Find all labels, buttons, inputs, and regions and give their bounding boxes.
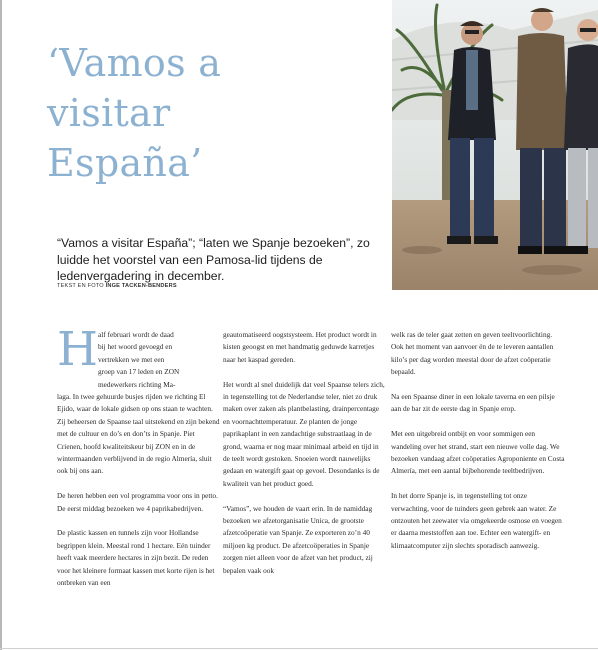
column3-paragraph-1: welk ras de teler gaat zetten en geven teeltvoorlichting. Ook het moment van aanvoer én de te leveren aantallen kilo’s per dag worden meestal door de afzet coöperatie bepaald. (391, 330, 554, 377)
column1-paragraph-1-rest: laga. In twee gehuurde busjes rijden we richting El Ejido, waar de lokale gidsen op ons staan te wachten. Zij beheersen de Spaanse taal uitstekend en zijn bekend met de cultuur en do’s en don’ts in Spanje. Piet Crienen, hoofd kwaliteitskeur bij ZON en in de wintermaanden verblijvend in de regio Almería, sluit ook bij ons aan. (57, 392, 220, 476)
column3-paragraph-3: Met een uitgebreid ontbijt en voor sommigen een wandeling over het strand, start een nieuwe volle dag. We bezoeken vandaag afzet coöperaties Agroponiente en Costa Almería, met een aantal bijbehorende teeltbedrijven. (391, 429, 565, 476)
title-line-3: España’ (47, 141, 203, 185)
article-column-2 (223, 329, 387, 589)
credit-label: TEKST EN FOTO (57, 283, 104, 289)
column1-line: bij het woord gevoegd en (98, 342, 173, 352)
drop-cap: H (57, 322, 98, 377)
column3-paragraph-2: Na een Spaanse diner in een lokale taverna en een pilsje aan de bar zit de eerste dag in Spanje erop. (391, 392, 555, 414)
column1-line: alf februari wordt de daad (98, 330, 174, 339)
column2-paragraph-2: Het wordt al snel duidelijk dat veel Spaanse telers zich, in tegenstelling tot de Nederlandse teler, niet zo druk maken over zaken als plantbelasting, drainpercentage en voornachttemperatuur. Ze planten de jonge paprikaplant in een zandachtige substraatlaag in de grond, waarna er nog maar minimaal arbeid en tijd in de teelt wordt gestoken. Snoeien wordt nauwelijks gedaan en watergift gaat op gevoel. Desondanks is de kwaliteit van het product goed. (223, 379, 385, 488)
title-line-1: ‘Vamos a (47, 41, 222, 85)
article-column-3 (391, 329, 566, 565)
article-photo (392, 0, 598, 290)
column1-paragraph-3: De plastic kassen en tunnels zijn voor Hollandse begrippen klein. Meestal rond 1 hectare. Eén tuinder heeft vaak meerdere hectares in zijn bezit. De reden voor het kleinere formaat kassen met korte rijen is het ontbreken van een (57, 528, 215, 588)
column1-paragraph-2: De heren hebben een vol programma voor ons in petto. De eerst middag bezoeken we 4 paprikabedrijven. (57, 491, 218, 513)
column1-line: groep van 17 leden en ZON (98, 367, 180, 377)
photo-credit (57, 283, 177, 289)
credit-author: INGE TACKEN-BENDERS (105, 283, 177, 289)
page-edge (0, 0, 2, 650)
title-line-2: visitar (47, 91, 171, 135)
column2-paragraph-3: “Vamos”, we houden de vaart erin. In de namiddag bezoeken we afzetorganisatie Unica, de grootste afzetcoöperatie van Spanje. Ze exporteren zo’n 40 miljoen kg product. De afzetcoöperaties in Spanje zorgen niet alleen voor de afzet van het product, zij bepalen vaak ook (223, 503, 373, 575)
column1-line: vertrekken we met een (98, 354, 165, 364)
article-intro: “Vamos a visitar España”; “laten we Spanje bezoeken”, zo luidde het voorstel van een Pamosa-lid tijdens de ledenvergadering in december. (57, 236, 370, 283)
column1-paragraph-1 (57, 329, 221, 478)
column1-line: medewerkers richting Ma- (98, 379, 176, 389)
article-column-1 (57, 329, 221, 602)
article-title (47, 38, 377, 188)
bottom-rule (0, 648, 598, 649)
column3-paragraph-4: In het dorre Spanje is, in tegenstelling tot onze verwachting, voor de tuinders geen gebrek aan water. Ze ontzouten het zeewater via omgekeerde osmose en voegen er daarna meststoffen aan toe. Echter een watergift- en klimaatcomputer zijn slechts sporadisch aanwezig. (391, 491, 562, 550)
column2-paragraph-1: geautomatiseerd oogstsysteem. Het product wordt in kisten geoogst en met handmatig geduwde karretjes naar het kaspad gereden. (223, 330, 377, 364)
